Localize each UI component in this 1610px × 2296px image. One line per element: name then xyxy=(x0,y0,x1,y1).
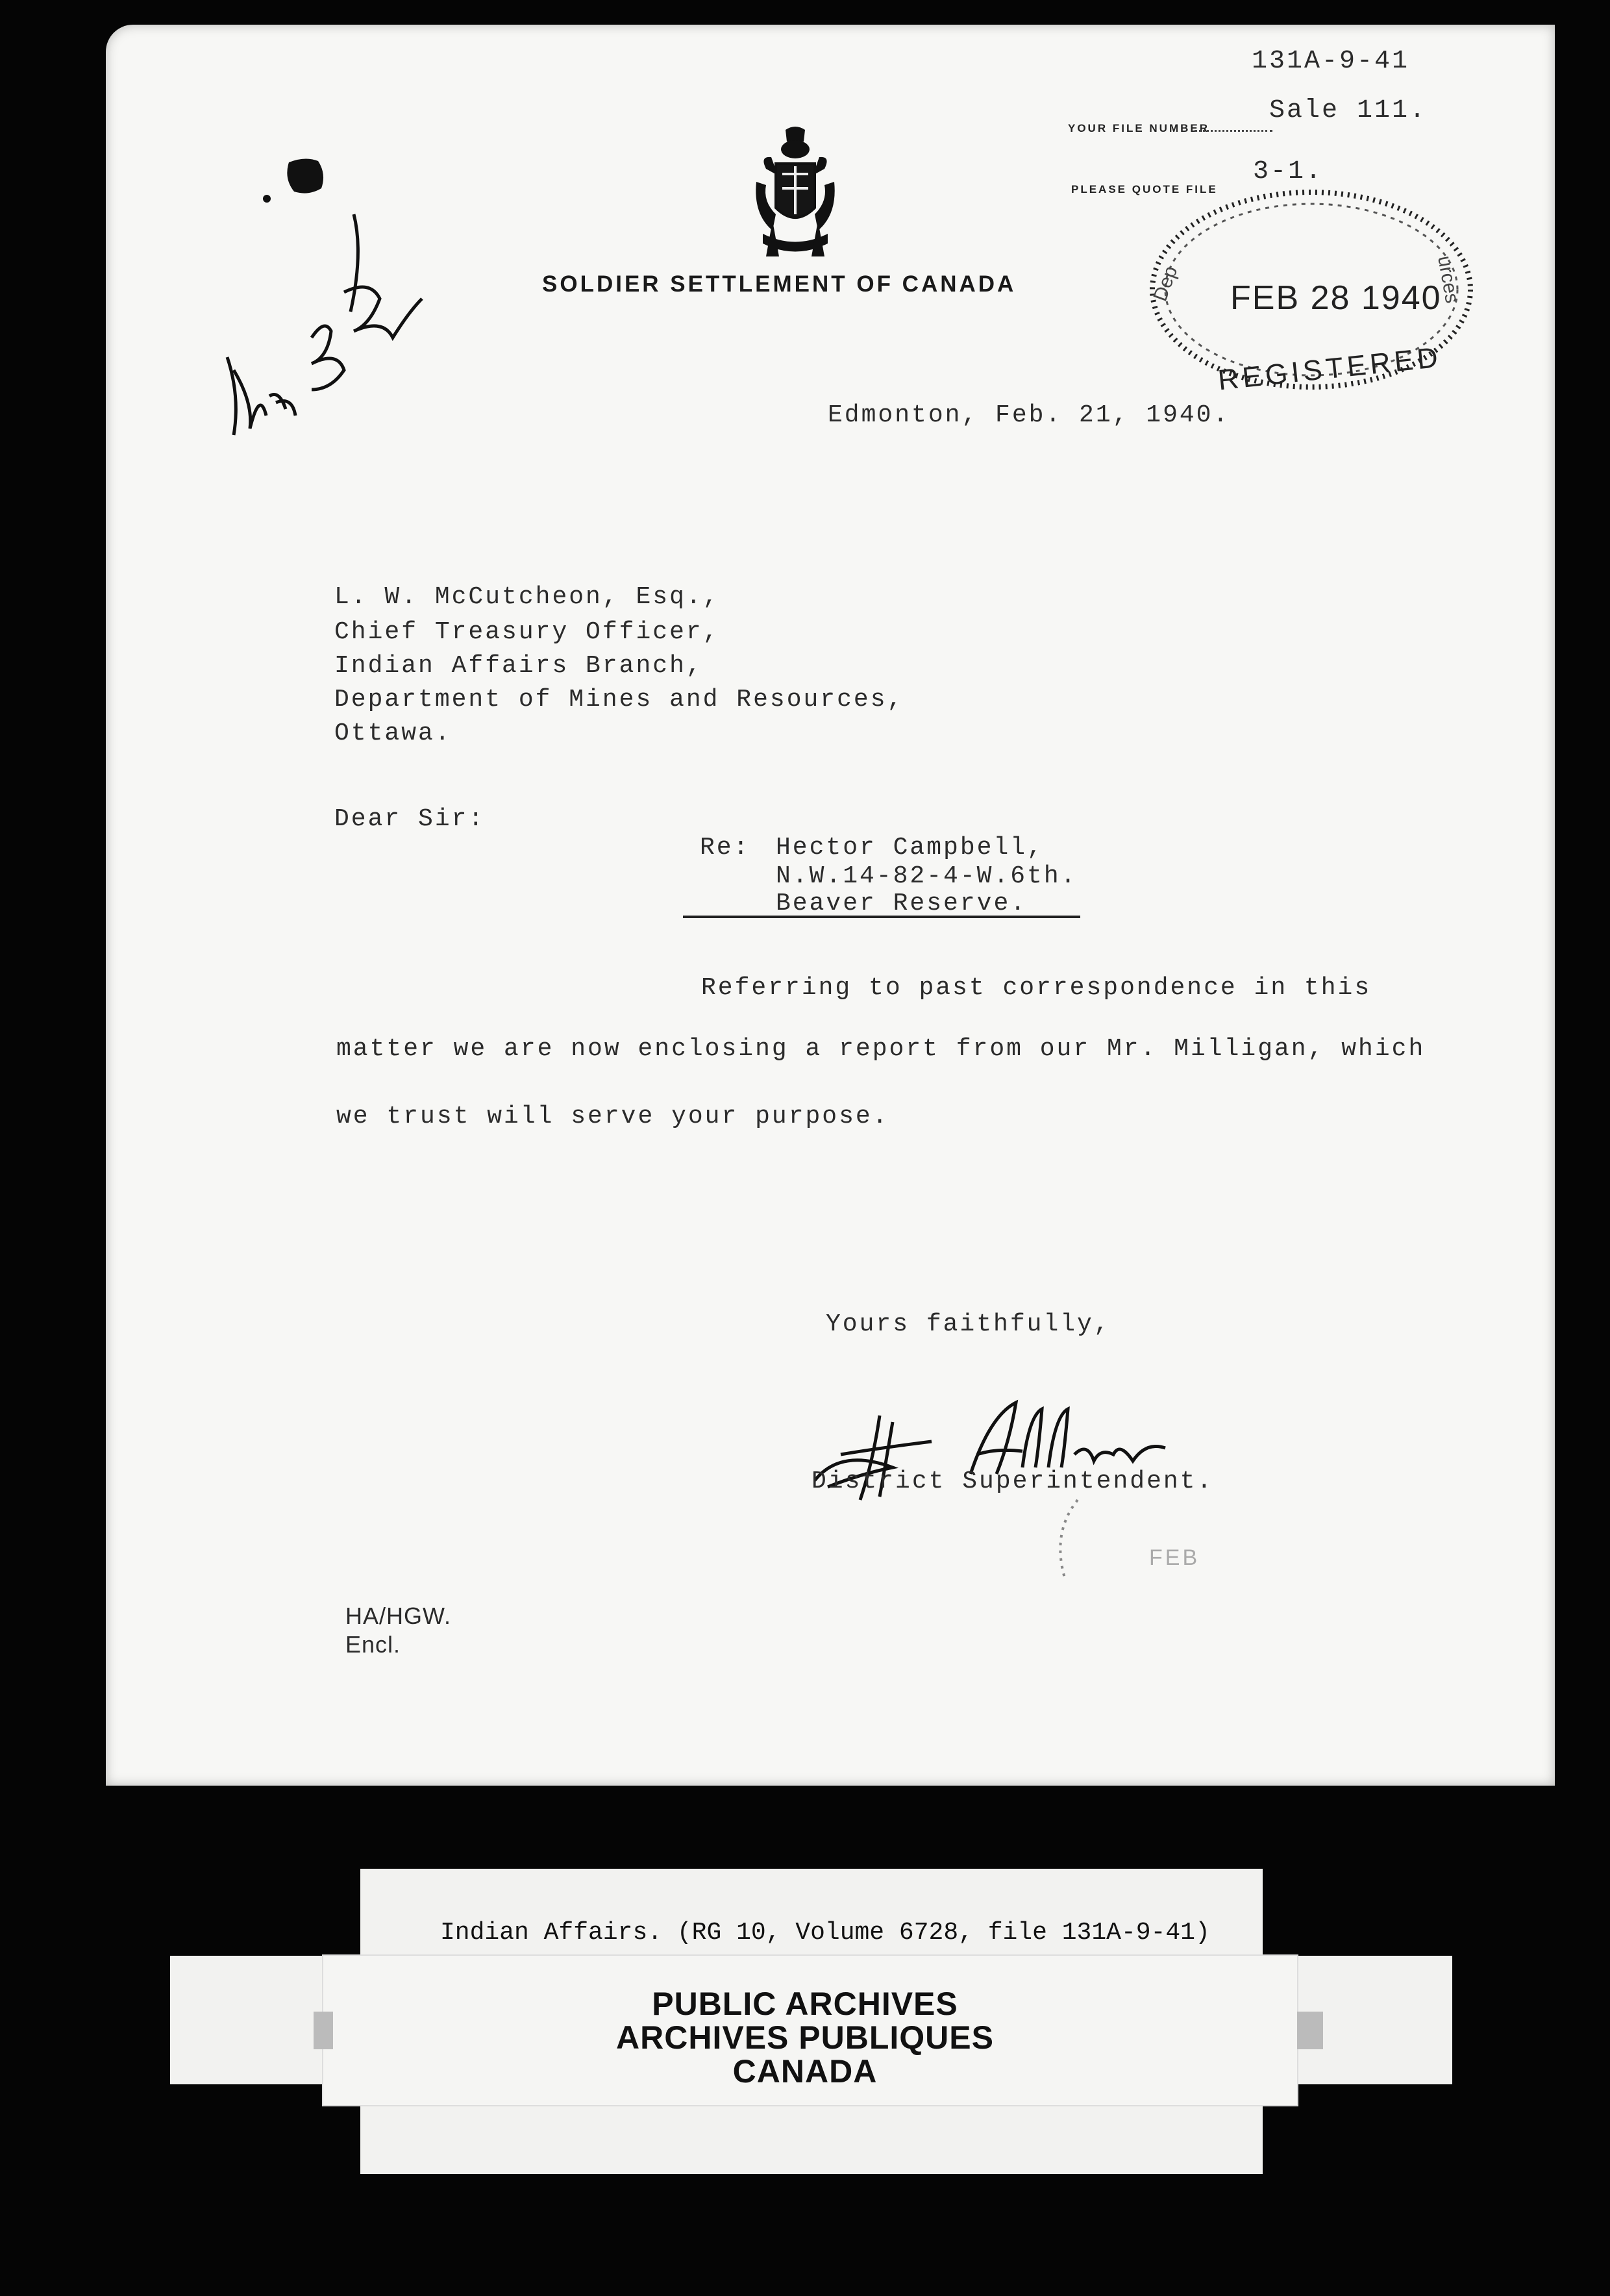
please-quote-value: 3-1. xyxy=(1253,157,1324,186)
recipient-line: Indian Affairs Branch, xyxy=(334,652,703,680)
enclosure: Encl. xyxy=(345,1631,401,1658)
stamp-registered: REGISTERED xyxy=(1216,341,1444,397)
body-line: Referring to past correspondence in this xyxy=(701,974,1372,1002)
re-label: Re: xyxy=(700,834,750,862)
stamp-resources: urces xyxy=(1433,254,1463,305)
salutation: Dear Sir: xyxy=(334,805,486,833)
recipient-line: Department of Mines and Resources, xyxy=(334,686,904,714)
date-line: Edmonton, Feb. 21, 1940. xyxy=(828,401,1230,429)
initials: HA/HGW. xyxy=(345,1603,452,1629)
your-file-dotline xyxy=(1195,130,1272,132)
letterhead-title: SOLDIER SETTLEMENT OF CANADA xyxy=(542,271,1017,297)
stamp-department: Dep xyxy=(1149,263,1182,305)
closing: Yours faithfully, xyxy=(826,1310,1111,1338)
registered-stamp xyxy=(1139,179,1477,400)
faint-stamp xyxy=(1039,1493,1350,1584)
coat-of-arms-icon xyxy=(747,123,844,266)
re-underline xyxy=(683,916,1080,918)
recipient-line: L. W. McCutcheon, Esq., xyxy=(334,583,720,611)
body-line: we trust will serve your purpose. xyxy=(336,1103,889,1130)
archive-line-3: CANADA xyxy=(732,2053,878,2090)
recipient-line: Ottawa. xyxy=(334,719,452,747)
archive-caption: Indian Affairs. (RG 10, Volume 6728, file 131A-9-41) xyxy=(440,1919,1210,1947)
body-line: matter we are now enclosing a report from our Mr. Milligan, which xyxy=(336,1035,1426,1063)
margin-signature xyxy=(214,201,435,448)
stamp-date: FEB 28 1940 xyxy=(1230,279,1442,317)
svg-text:FEB: FEB xyxy=(1149,1545,1200,1570)
archive-line-1: PUBLIC ARCHIVES xyxy=(652,1986,958,2022)
ink-blot xyxy=(282,156,328,201)
re-line: Hector Campbell, xyxy=(776,834,1044,862)
re-line: Beaver Reserve. xyxy=(776,890,1028,917)
please-quote-label: PLEASE QUOTE FILE xyxy=(1071,183,1218,195)
file-reference: 131A-9-41 xyxy=(1252,47,1410,76)
archive-line-2: ARCHIVES PUBLIQUES xyxy=(616,2019,994,2056)
your-file-label: YOUR FILE NUMBER xyxy=(1068,122,1209,134)
your-file-value: Sale 111. xyxy=(1269,96,1428,125)
re-line: N.W.14-82-4-W.6th. xyxy=(776,862,1078,890)
signer-title: District Superintendent. xyxy=(811,1467,1214,1495)
recipient-line: Chief Treasury Officer, xyxy=(334,618,720,646)
